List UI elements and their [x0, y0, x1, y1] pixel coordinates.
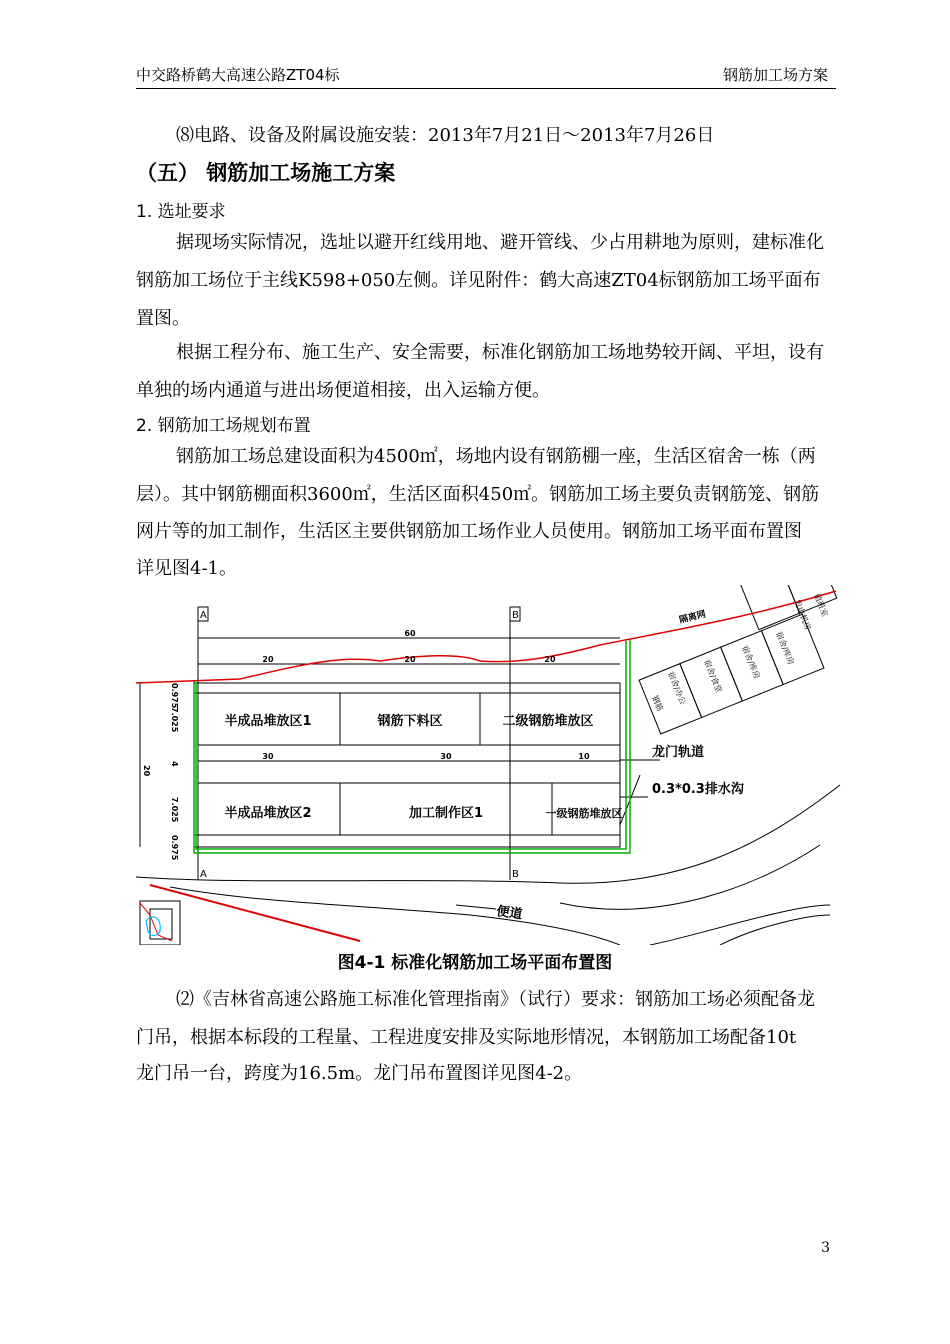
- paragraph-line: ⑵《吉林省高速公路施工标准化管理指南》（试行）要求：钢筋加工场必须配备龙: [176, 989, 815, 1010]
- dim-s5: 0.975: [170, 835, 179, 861]
- building-label: 值班室: [812, 592, 830, 619]
- section-mark-a-bottom: A: [200, 869, 207, 880]
- building-label: 发电机房: [792, 598, 813, 632]
- paragraph-line: 门吊，根据本标段的工程量、工程进度安排及实际地形情况，本钢筋加工场配备10t: [136, 1027, 797, 1048]
- paragraph-line: 详见图4-1。: [136, 558, 237, 579]
- paragraph-line: 据现场实际情况，选址以避开红线用地、避开管线、少占用耕地为原则，建标准化: [176, 232, 824, 253]
- road-label: 便道: [495, 904, 524, 923]
- red-line: [136, 591, 836, 683]
- paragraph-line: 置图。: [136, 308, 190, 329]
- dim-30: 30: [440, 752, 452, 761]
- zone-cutting: 钢筋下料区: [377, 714, 443, 729]
- page-number: 3: [821, 1240, 830, 1256]
- dim-20: 20: [262, 655, 274, 664]
- zone-semi-finished-1: 半成品堆放区1: [224, 714, 312, 729]
- zone-processing: 加工制作区1: [408, 806, 484, 821]
- paragraph-line: 层）。其中钢筋棚面积3600㎡，生活区面积450㎡。钢筋加工场主要负责钢筋笼、钢筋: [136, 484, 820, 505]
- building-label: 钢筋: [650, 694, 665, 713]
- section-title: （五） 钢筋加工场施工方案: [136, 161, 396, 185]
- paragraph-line: 网片等的加工制作，生活区主要供钢筋加工场作业人员使用。钢筋加工场平面布置图: [136, 521, 802, 542]
- fence-label: 隔离网: [678, 609, 707, 626]
- header-left: 中交路桥鹤大高速公路ZT04标: [136, 66, 340, 84]
- dim-20: 20: [404, 655, 416, 664]
- subheading-site-selection: 1. 选址要求: [136, 202, 226, 222]
- dim-s2: 7.025: [170, 707, 179, 733]
- dim-s1: 0.975: [170, 683, 179, 709]
- building-label: 宿舍/食堂: [702, 658, 724, 694]
- section-mark-b-bottom: B: [512, 869, 519, 880]
- site-layout-figure: [0, 585, 950, 945]
- gantry-track-label: 龙门轨道: [652, 745, 705, 760]
- dim-s3: 4: [170, 761, 179, 767]
- schedule-line: ⑻电路、设备及附属设施安装：2013年7月21日～2013年7月26日: [176, 125, 715, 146]
- zone-semi-finished-2: 半成品堆放区2: [224, 806, 312, 821]
- red-line: [150, 885, 360, 941]
- subheading-layout: 2. 钢筋加工场规划布置: [136, 416, 311, 436]
- dim-20: 20: [544, 655, 556, 664]
- header-right: 钢筋加工场方案: [722, 66, 828, 84]
- paragraph-line: 龙门吊一台，跨度为16.5m。龙门吊布置图详见图4-2。: [136, 1063, 583, 1084]
- dim-total: 60: [404, 629, 416, 638]
- dim-30: 30: [262, 752, 274, 761]
- page-header: [136, 66, 836, 89]
- dim-10: 10: [578, 752, 590, 761]
- building-label: 宿舍/库房: [774, 630, 796, 666]
- paragraph-line: 根据工程分布、施工生产、安全需要，标准化钢筋加工场地势较开阔、平坦，设有: [176, 342, 824, 363]
- building-label: 宿舍/库房: [740, 644, 762, 680]
- drain-label: 0.3*0.3排水沟: [652, 782, 744, 797]
- zone-level1-steel: 一级钢筋堆放区: [545, 807, 623, 820]
- section-mark-a: A: [200, 610, 207, 621]
- building-label: 宿舍/办公: [666, 670, 688, 706]
- dim-s4: 7.025: [170, 797, 179, 823]
- paragraph-line: 钢筋加工场总建设面积为4500㎡，场地内设有钢筋棚一座，生活区宿舍一栋（两: [176, 446, 816, 467]
- dim-side: 20: [142, 765, 151, 777]
- cyan-mark: [146, 917, 160, 936]
- section-mark-b: B: [512, 610, 519, 621]
- paragraph-line: 单独的场内通道与进出场便道相接，出入运输方便。: [136, 380, 550, 401]
- figure-caption: 图4-1 标准化钢筋加工场平面布置图: [337, 953, 613, 973]
- paragraph-line: 钢筋加工场位于主线K598+050左侧。详见附件：鹤大高速ZT04标钢筋加工场平面布: [136, 270, 821, 291]
- zone-level2-steel: 二级钢筋堆放区: [502, 714, 594, 729]
